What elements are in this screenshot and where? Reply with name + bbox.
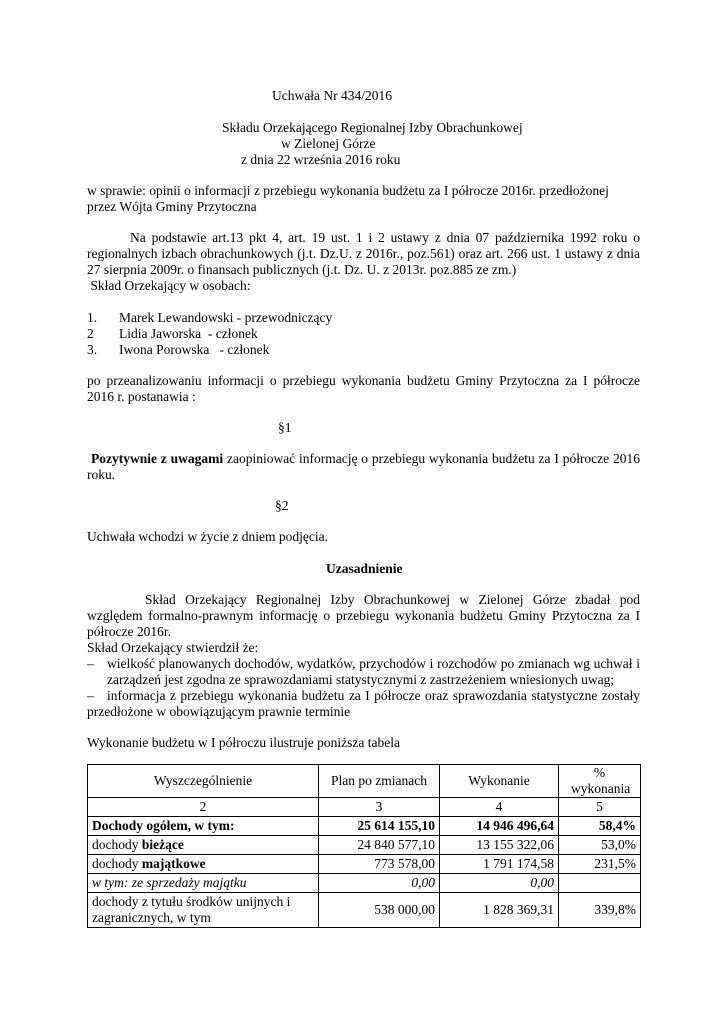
row-label-emphasis: bieżące xyxy=(141,837,184,852)
percent-value: 339,8% xyxy=(559,893,641,928)
decision-intro: po przeanalizowaniu informacji o przebiegu wykonania budżetu Gminy Przytoczna za I półrocze 2016 r. postanawia : xyxy=(87,373,640,404)
plan-value: 0,00 xyxy=(319,874,440,893)
percent-value: 58,4% xyxy=(559,817,641,836)
legal-basis-paragraph: Na podstawie art.13 pkt 4, art. 19 ust. 1 i 2 ustawy z dnia 07 października 1992 roku o regionalnych izbach obrachunkowych (j.t. Dz.U. z 2016r., poz.561) oraz art. 266 ust. 1 ustawy z dnia 27 sierpnia 2009r. o finansach publicznych (j.t. Dz. U. z 2013r. poz.885 ze zm.) xyxy=(87,230,640,277)
header-plan: Plan po zmianach xyxy=(319,765,440,798)
row-label: Dochody ogółem, w tym: xyxy=(88,817,319,836)
table-row xyxy=(88,893,641,928)
section-1-text xyxy=(87,451,640,483)
execution-value: 1 791 174,58 xyxy=(440,855,559,874)
finding-item xyxy=(87,688,640,720)
plan-value: 538 000,00 xyxy=(319,893,440,928)
header-percent: % wykonania xyxy=(559,765,641,798)
finding-text: informacja z przebiegu wykonania budżetu za I półrocze oraz sprawozdania statystyczne zostały przedłożone w obowiązującym prawnie terminie xyxy=(87,688,640,719)
table-row xyxy=(88,855,641,874)
member-name: Iwona Porowska - członek xyxy=(119,342,270,357)
percent-value: 231,5% xyxy=(559,855,641,874)
resolution-title: Uchwała Nr 434/2016 xyxy=(272,88,392,103)
opinion-verdict: Pozytywnie z uwagami xyxy=(91,451,224,466)
table-intro: Wykonanie budżetu w I półroczu ilustruje poniższa tabela xyxy=(87,735,400,750)
member-number: 2 xyxy=(87,326,94,341)
percent-value xyxy=(559,874,641,893)
execution-value: 14 946 496,64 xyxy=(440,817,559,836)
column-number: 4 xyxy=(440,798,559,817)
header-description: Wyszczególnienie xyxy=(88,765,319,798)
row-label: w tym: ze sprzedaży majątku xyxy=(88,874,319,893)
opinion-text: zaopiniować informację o przebiegu wykonania budżetu za I półrocze 2016 roku. xyxy=(87,451,640,482)
column-number: 5 xyxy=(559,798,641,817)
dash-bullet: – xyxy=(87,656,94,671)
section-2-text: Uchwała wchodzi w życie z dniem podjęcia. xyxy=(87,529,329,544)
finding-text: wielkość planowanych dochodów, wydatków, przychodów i rozchodów po zmianach wg uchwał i zarządzeń jest zgodna ze sprawozdaniami statystycznymi z zastrzeżeniem wniesionych uwag; xyxy=(107,656,640,687)
plan-value: 24 840 577,10 xyxy=(319,836,440,855)
member-number: 3. xyxy=(87,342,98,357)
row-label xyxy=(88,855,319,874)
section-2-mark: §2 xyxy=(275,498,289,513)
row-label-text: dochody xyxy=(92,837,142,852)
column-number-row xyxy=(88,798,641,817)
header-execution: Wykonanie xyxy=(440,765,559,798)
issuing-body-city: w Zielonej Górze xyxy=(281,136,376,151)
justification-title: Uzasadnienie xyxy=(326,561,403,576)
subject-line-2: przez Wójta Gminy Przytoczna xyxy=(87,199,257,214)
member-name: Marek Lewandowski - przewodniczący xyxy=(119,310,333,325)
justification-paragraph: Skład Orzekający Regionalnej Izby Obrachunkowej w Zielonej Górze zbadał pod względem formalno-prawnym informację o przebiegu wykonania budżetu Gminy Przytoczna za I półrocze 2016r. xyxy=(87,592,640,639)
finding-item xyxy=(87,656,640,688)
table-header-row xyxy=(88,765,641,798)
findings-intro: Skład Orzekający stwierdził że: xyxy=(87,640,259,655)
row-label: dochody z tytułu środków unijnych i zagranicznych, w tym xyxy=(88,893,319,928)
execution-value: 13 155 322,06 xyxy=(440,836,559,855)
composition-intro: Skład Orzekający w osobach: xyxy=(87,278,251,293)
subject-line-1: w sprawie: opinii o informacji z przebiegu wykonania budżetu za I półrocze 2016r. przedłożonej xyxy=(87,183,609,198)
row-label xyxy=(88,836,319,855)
dash-bullet: – xyxy=(87,688,94,703)
member-name: Lidia Jaworska - członek xyxy=(119,326,258,341)
issuing-body-line: Składu Orzekającego Regionalnej Izby Obrachunkowej xyxy=(222,120,523,135)
column-number: 2 xyxy=(88,798,319,817)
percent-value: 53,0% xyxy=(559,836,641,855)
execution-value: 0,00 xyxy=(440,874,559,893)
column-number: 3 xyxy=(319,798,440,817)
table-row xyxy=(88,817,641,836)
resolution-date: z dnia 22 września 2016 roku xyxy=(241,152,401,167)
execution-value: 1 828 369,31 xyxy=(440,893,559,928)
plan-value: 773 578,00 xyxy=(319,855,440,874)
row-label-emphasis: majątkowe xyxy=(141,856,206,871)
plan-value: 25 614 155,10 xyxy=(319,817,440,836)
table-row xyxy=(88,874,641,893)
table-row xyxy=(88,836,641,855)
member-number: 1. xyxy=(87,310,98,325)
row-label-text: dochody xyxy=(92,856,142,871)
budget-execution-table xyxy=(87,764,641,928)
section-1-mark: §1 xyxy=(278,420,292,435)
